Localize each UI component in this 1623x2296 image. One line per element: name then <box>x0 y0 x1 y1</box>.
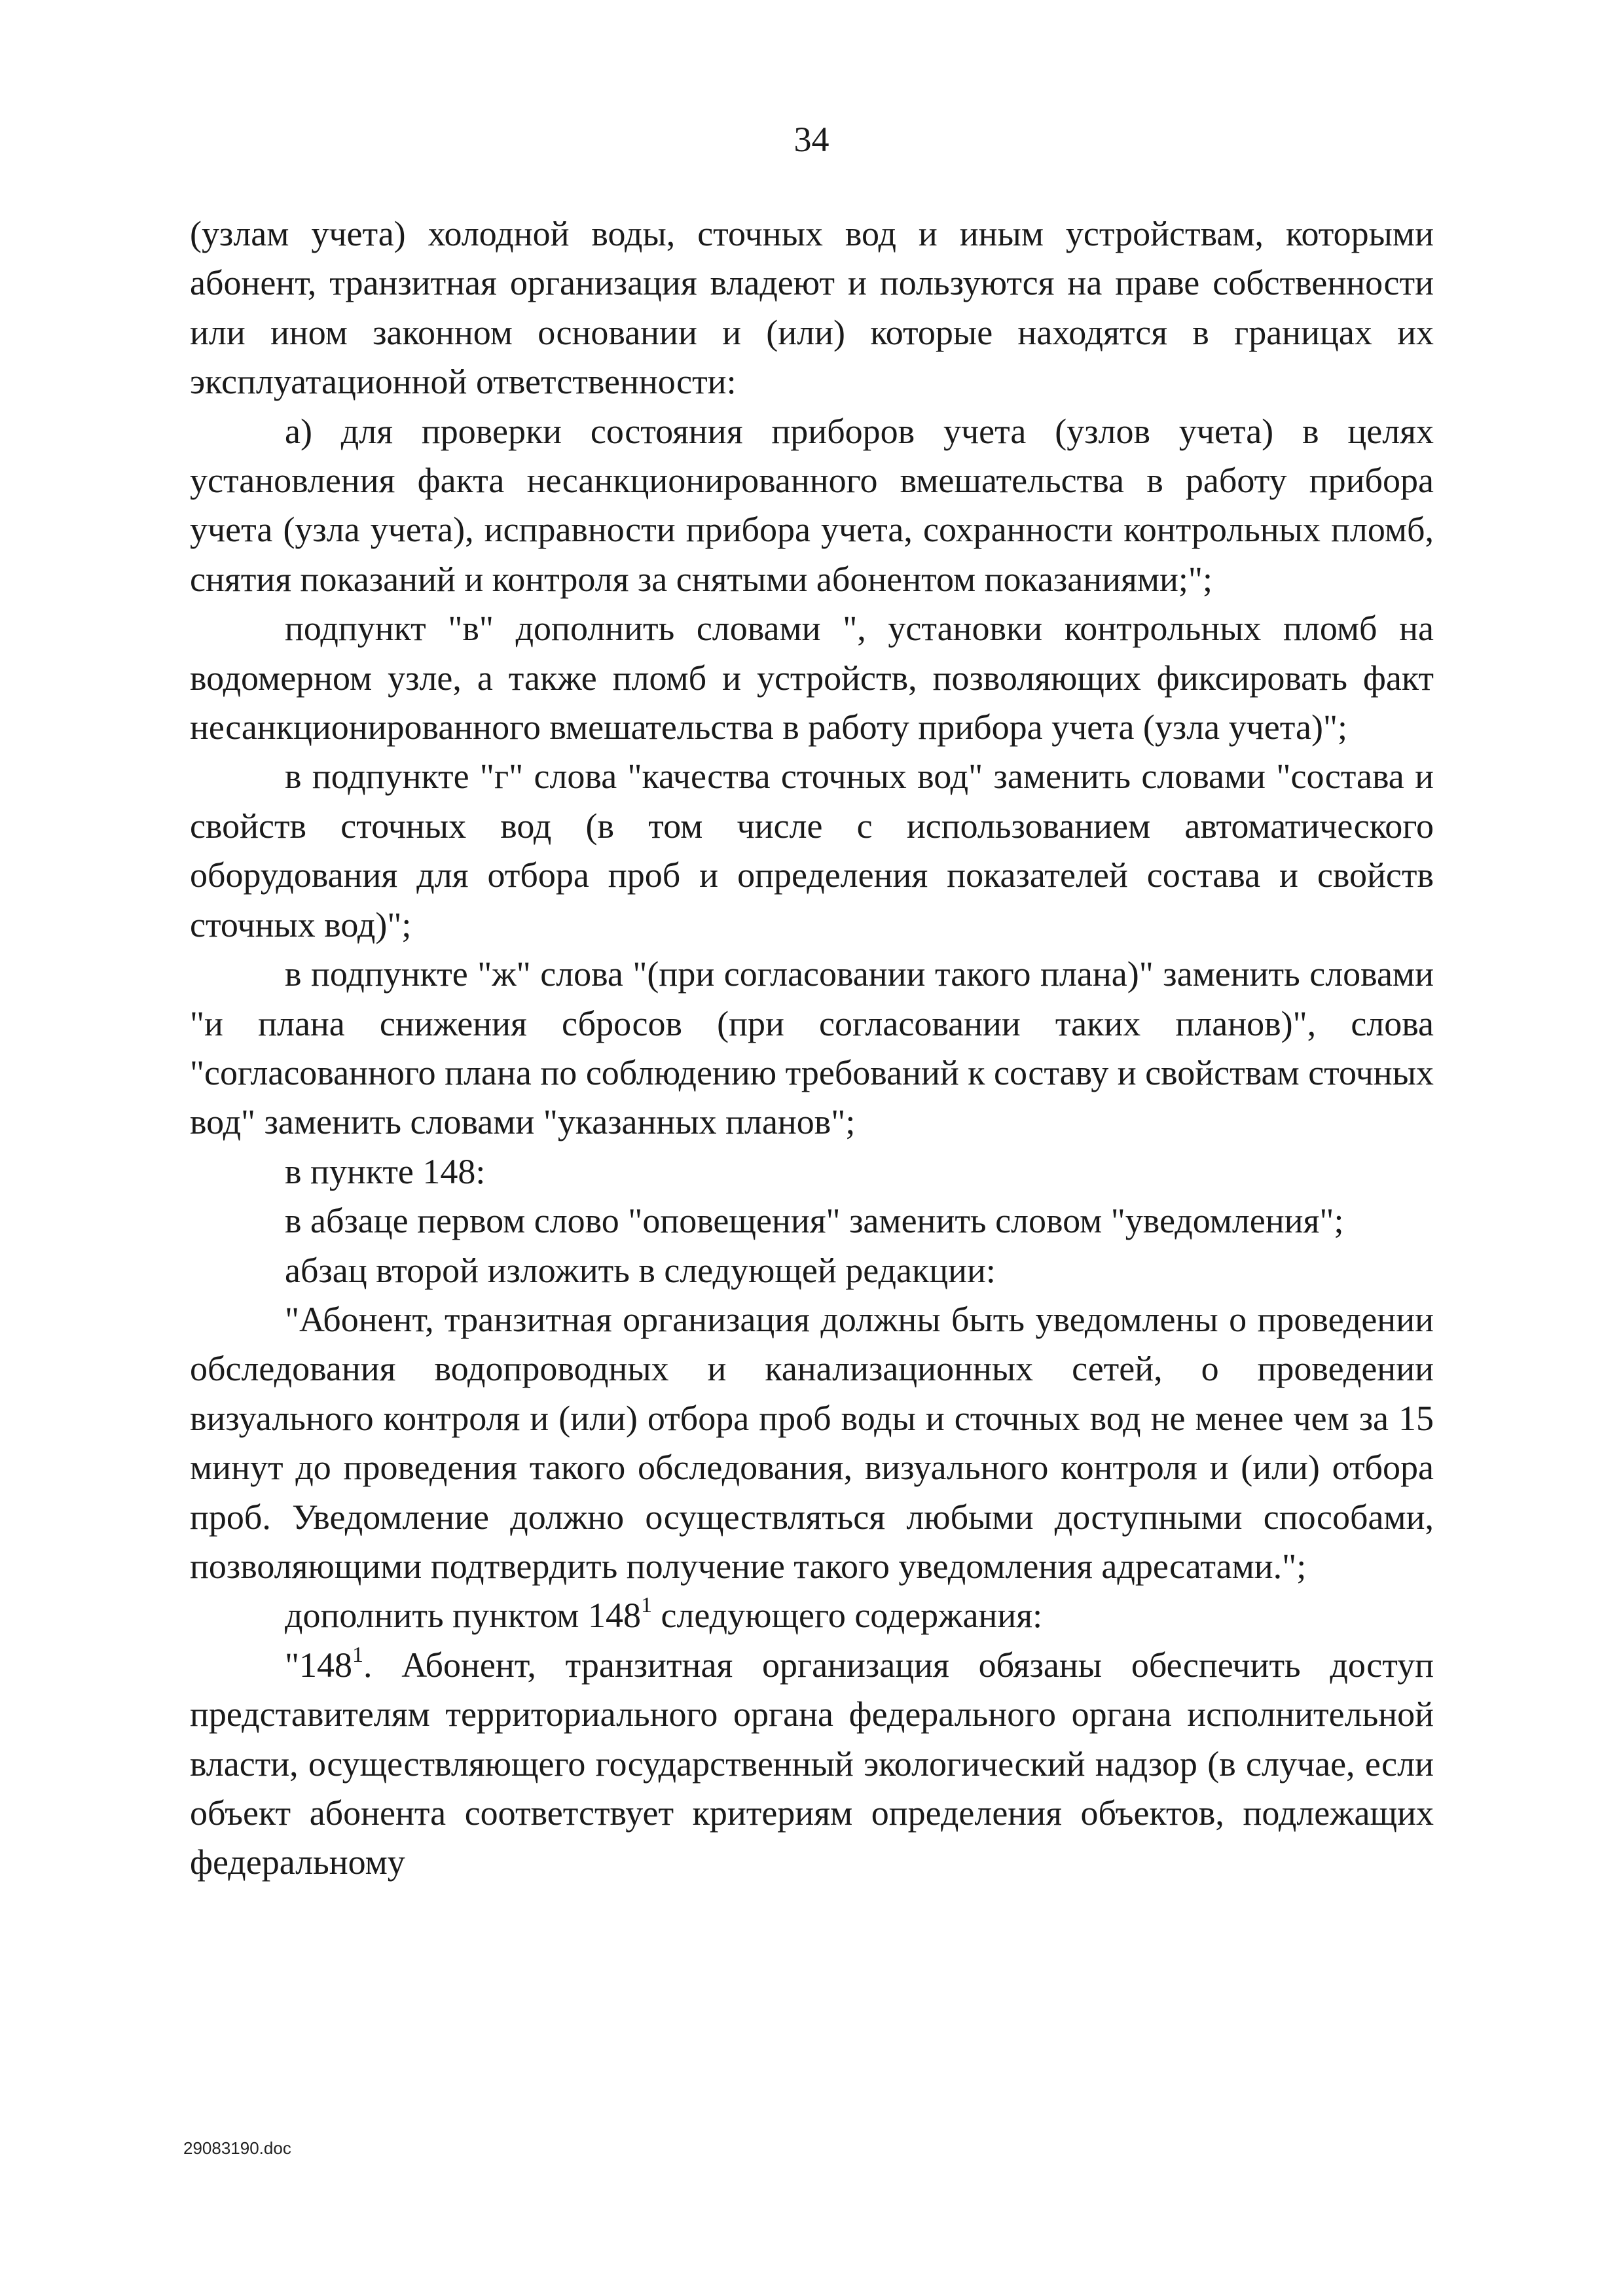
page-number: 34 <box>793 120 830 159</box>
paragraph-6: в пункте 148: <box>285 1151 486 1191</box>
paragraph-9: "Абонент, транзитная организация должны быть уведомлены о проведении обследования водопроводных и канализационных сетей, о проведении визуального контроля и (или) отбора проб воды и сточных вод не менее чем за 15 минут до проведения такого обследования, визуального контроля и (или) отбора проб. Уведомление должно осуществляться любыми доступными способами, позволяющими подтвердить получение такого уведомления адресатами."; <box>190 1299 1434 1586</box>
paragraph-11-text: "148 <box>285 1645 353 1685</box>
document-body <box>190 209 1434 1888</box>
superscript: 1 <box>352 1642 364 1667</box>
paragraph-10-text: дополнить пунктом 148 <box>285 1596 641 1636</box>
paragraph-10-text-end: следующего содержания: <box>651 1596 1043 1636</box>
paragraph-1: (узлам учета) холодной воды, сточных вод и иным устройствам, которыми абонент, транзитная организация владеют и пользуются на праве собственности или ином законном основании и (или) которые находятся в границах их эксплуатационной ответственности: <box>190 214 1434 402</box>
paragraph-7: в абзаце первом слово "оповещения" заменить словом "уведомления"; <box>285 1201 1344 1241</box>
paragraph-4: в подпункте "г" слова "качества сточных вод" заменить словами "состава и свойств сточных вод (в том числе с использованием автоматического оборудования для отбора проб и определения показателей состава и свойств сточных вод)"; <box>190 757 1434 944</box>
paragraph-5: в подпункте "ж" слова "(при согласовании такого плана)" заменить словами "и плана снижения сбросов (при согласовании таких планов)", слова "согласованного плана по соблюдению требований к составу и свойствам сточных вод" заменить словами "указанных планов"; <box>190 954 1434 1142</box>
paragraph-3: подпункт "в" дополнить словами ", установки контрольных пломб на водомерном узле, а также пломб и устройств, позволяющих фиксировать факт несанкционированного вмешательства в работу прибора учета (узла учета)"; <box>190 609 1434 747</box>
superscript: 1 <box>640 1593 652 1618</box>
paragraph-11-text-end: . Абонент, транзитная организация обязаны обеспечить доступ представителям территориального органа федерального органа исполнительной власти, осуществляющего государственный экологический надзор (в случае, если объект абонента соответствует критериям определения объектов, подлежащих федеральному <box>190 1645 1434 1882</box>
paragraph-2: а) для проверки состояния приборов учета (узлов учета) в целях установления факта несанкционированного вмешательства в работу прибора учета (узла учета), исправности прибора учета, сохранности контрольных пломб, снятия показаний и контроля за снятыми абонентом показаниями;"; <box>190 411 1434 599</box>
footer-filename: 29083190.doc <box>183 2138 291 2158</box>
paragraph-10 <box>190 1591 1434 1640</box>
paragraph-8: абзац второй изложить в следующей редакции: <box>285 1250 996 1290</box>
paragraph-11 <box>190 1641 1434 1888</box>
